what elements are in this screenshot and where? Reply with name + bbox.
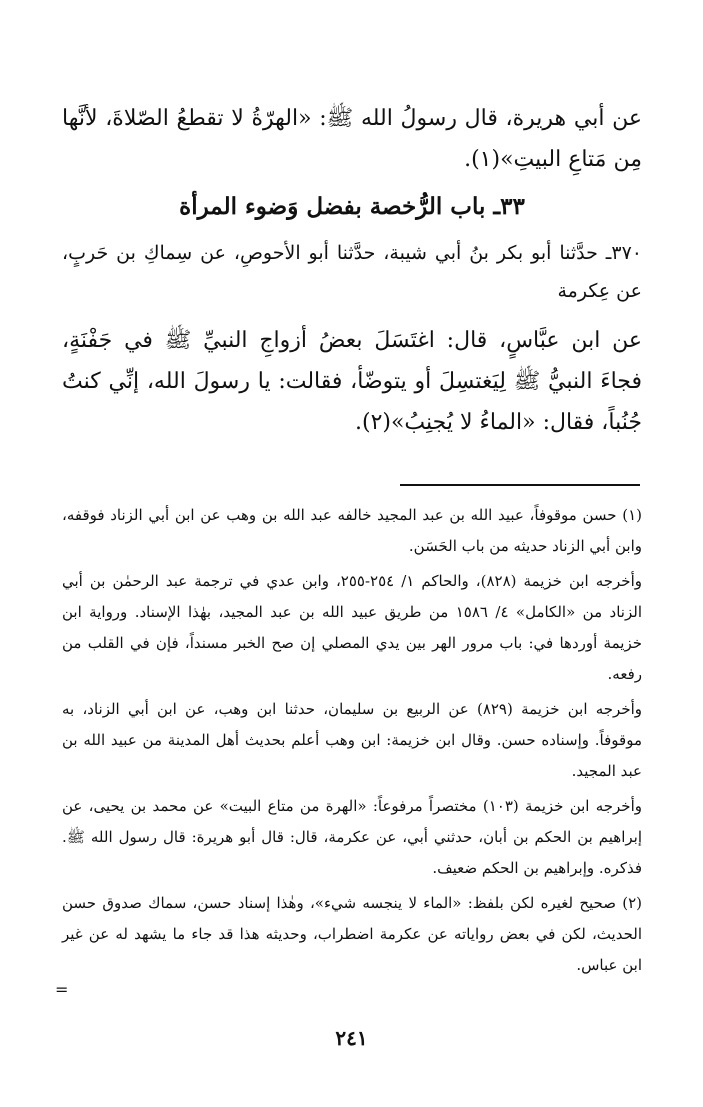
hadith-370-chain: ٣٧٠ـ حدَّثنا أبو بكر بنُ أبي شيبة، حدَّثنا أبو الأحوصِ، عن سِماكِ بن حَربٍ، عن عِكرمة [62,242,642,302]
footnote-divider [400,484,640,486]
section-title: ٣٣ـ باب الرُّخصة بفضل وَضوء المرأة [179,193,525,220]
footnote-1-takhrij-b: وأخرجه ابن خزيمة (٨٢٩) عن الربيع بن سليمان، حدثنا ابن وهب، عن ابن أبي الزناد، به موقوفاً. وإسناده حسن. وقال ابن خزيمة: ابن وهب أعلم بحديث أهل المدينة من عبيد الله بن عبد المجيد. [62,700,642,780]
footnote-1: (١) حسن موقوفاً، عبيد الله بن عبد المجيد خالفه عبد الله بن وهب عن ابن أبي الزناد فوقفه، وابن أبي الزناد حديثه من باب الحَسَن. [62,506,642,555]
continuation-mark: = [55,980,69,999]
top-paragraph: عن أبي هريرة، قال رسولُ الله ﷺ: «الهرّةُ لا تقطعُ الصّلاةَ، لأنَّها مِن مَتاعِ البيتِ»(١). [62,106,642,172]
footnotes [62,500,642,981]
footnote-2: (٢) صحيح لغيره لكن بلفظ: «الماء لا ينجسه شيء»، وهٰذا إسناد حسن، سماك صدوق حسن الحديث، لكن في بعض رواياته عن عكرمة اضطراب، وحديثه هذا قد جاء ما يشهد له عن غير ابن عباس. [62,894,642,974]
main-text [62,98,642,443]
footnote-1-takhrij-c: وأخرجه ابن خزيمة (١٠٣) مختصراً مرفوعاً: «الهرة من متاع البيت» عن محمد بن يحيى، عن إبراهيم بن الحكم بن أبان، حدثني أبي، عن عكرمة، قال: قال أبو هريرة: قال رسول الله ﷺ. فذكره. وإبراهيم بن الحكم ضعيف. [62,797,642,877]
hadith-370-text: عن ابن عبَّاسٍ، قال: اغتَسَلَ بعضُ أزواجِ النبيِّ ﷺ في جَفْنَةٍ، فجاءَ النبيُّ ﷺ لِيَغتسِلَ أو يتوضّأ، فقالت: يا رسولَ الله، إنِّي كنتُ جُنُباً، فقال: «الماءُ لا يُجنِبُ»(٢). [62,328,642,435]
page-number: ٢٤١ [335,1026,368,1050]
footnote-1-takhrij-a: وأخرجه ابن خزيمة (٨٢٨)، والحاكم ١/ ٢٥٤-٢٥٥، وابن عدي في ترجمة عبد الرحمٰن بن أبي الزناد من «الكامل» ٤/ ١٥٨٦ من طريق عبيد الله بن عبد المجيد، بهٰذا الإسناد. ورواية ابن خزيمة أوردها في: باب مرور الهر بين يدي المصلي إن صح الخبر مسنداً، فإن في القلب من رفعه. [62,572,642,683]
